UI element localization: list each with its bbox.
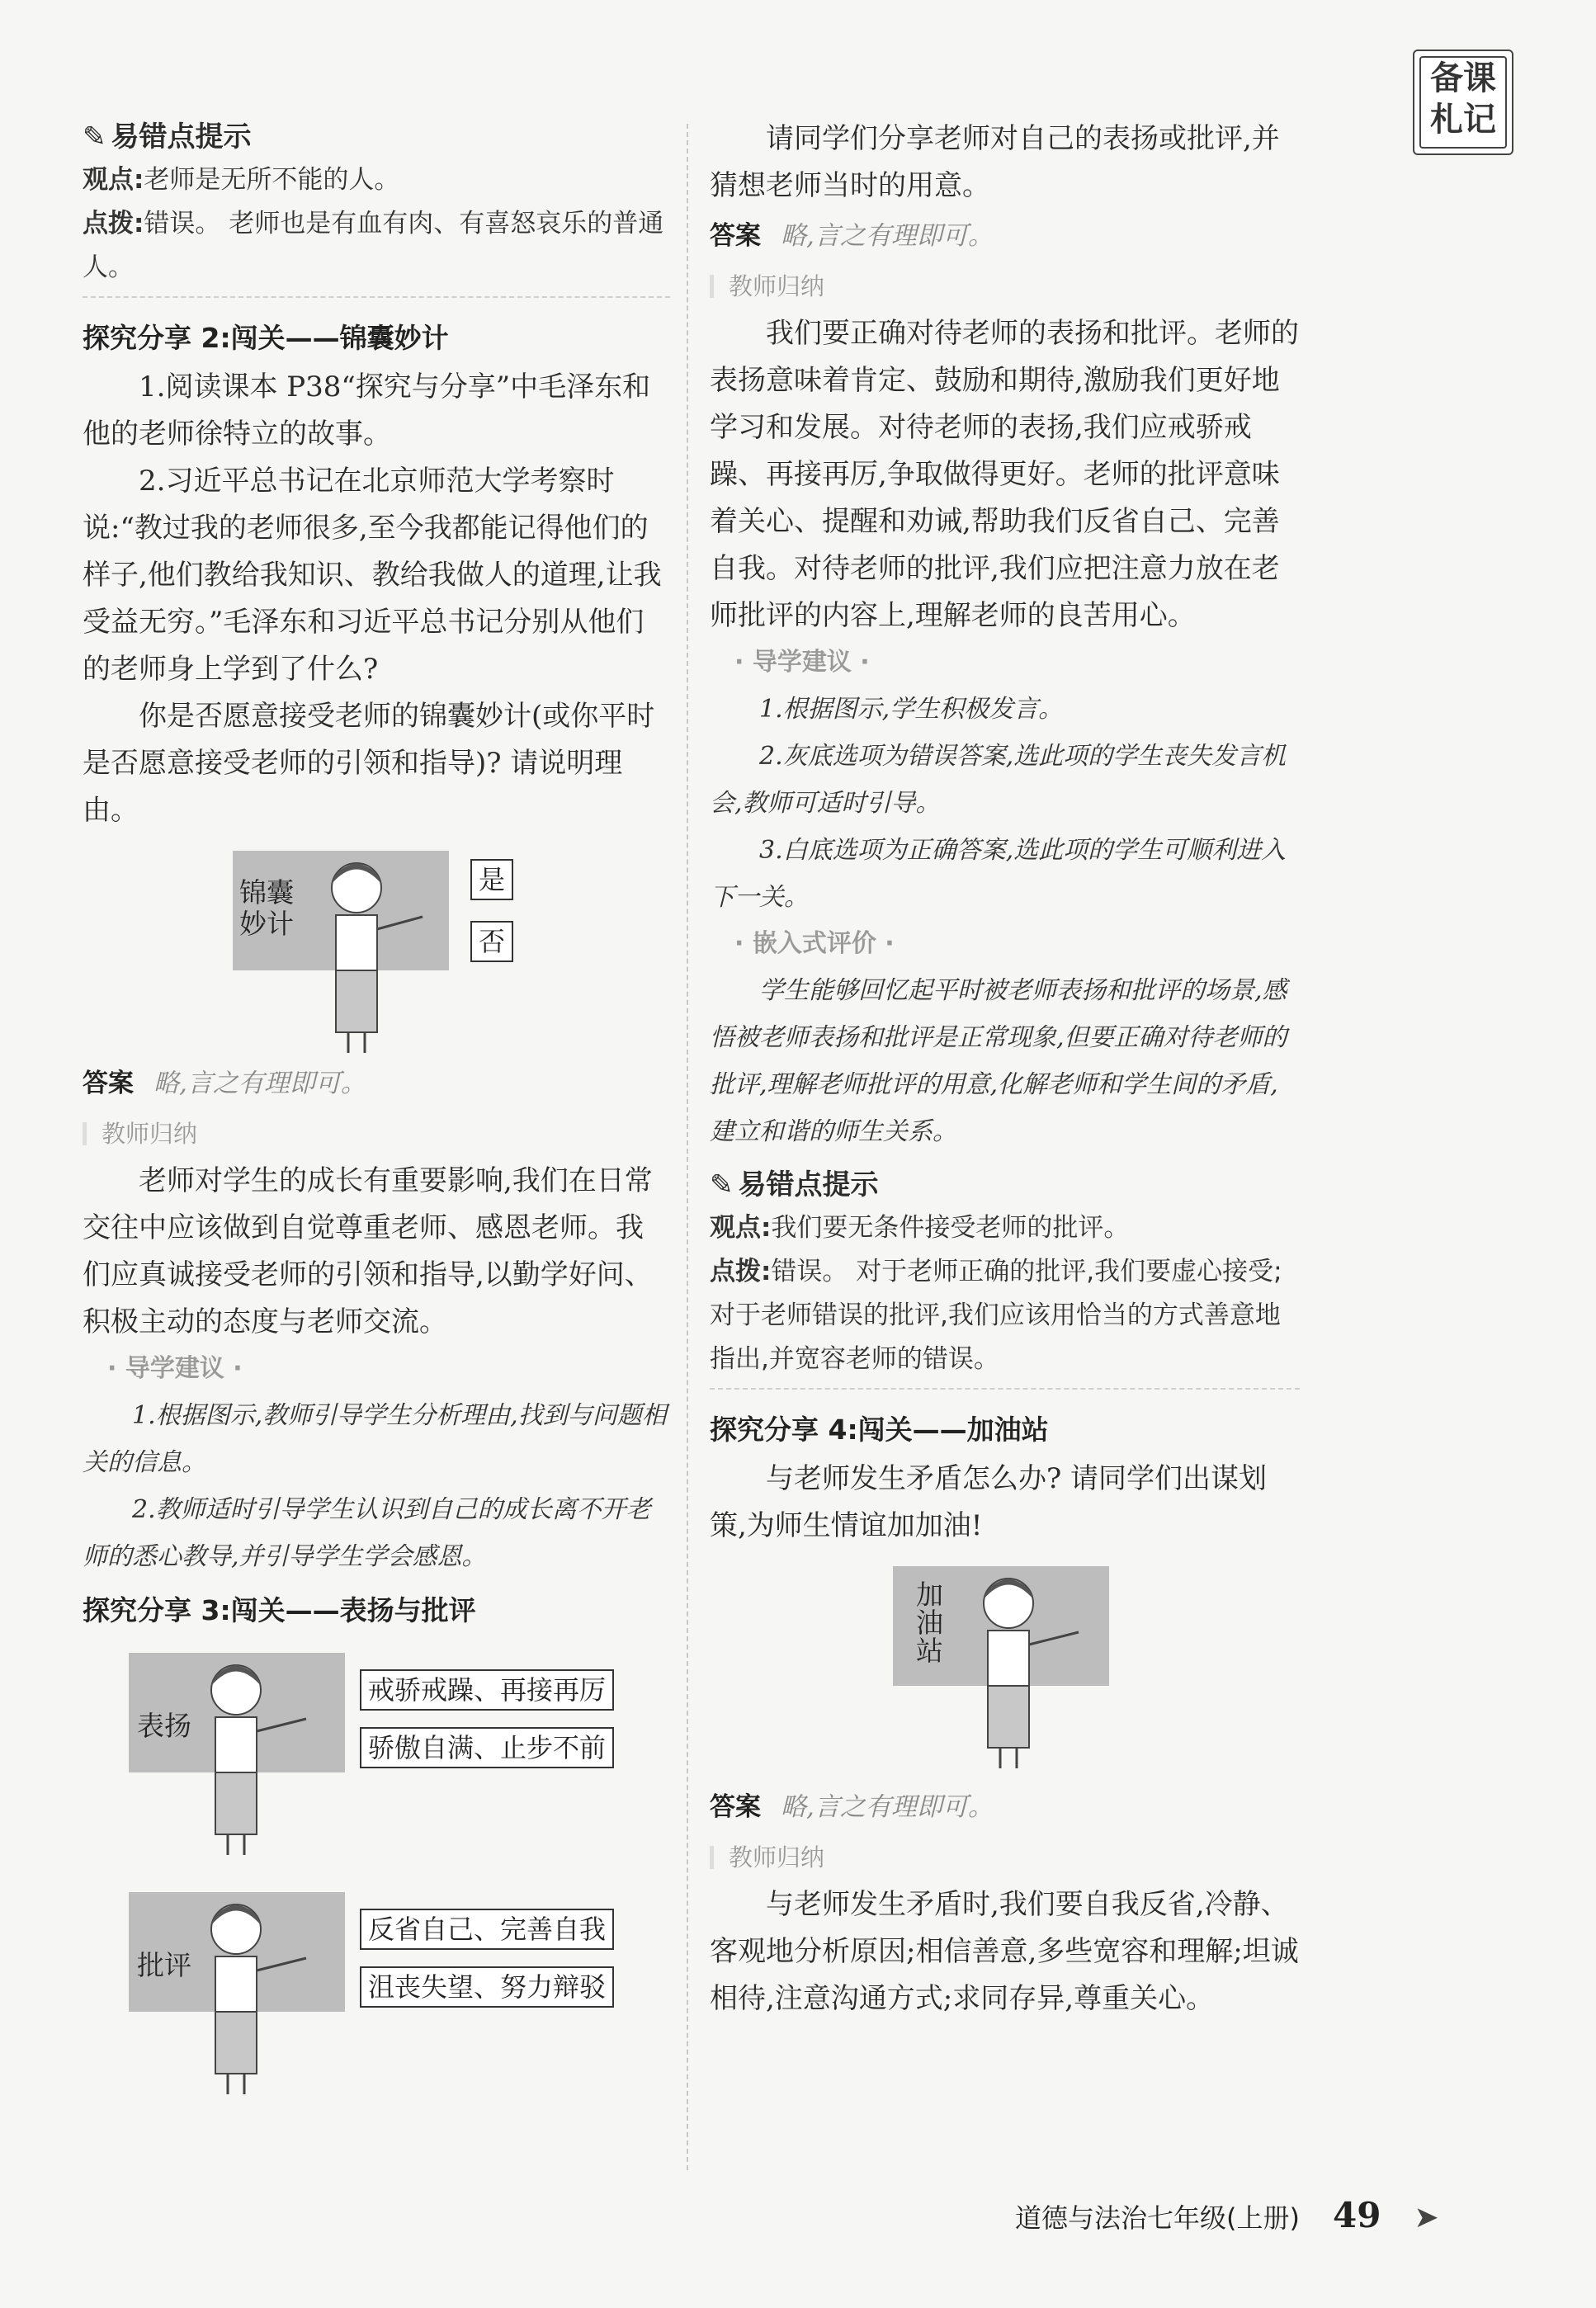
teacher-illustration bbox=[893, 1566, 1109, 1686]
guide-heading: · 导学建议 · bbox=[107, 1354, 243, 1383]
guide-item-1: 1.根据图示,教师引导学生分析理由,找到与问题相关的信息。 bbox=[83, 1401, 667, 1477]
answer-line: 答案 略,言之有理即可。 bbox=[710, 221, 994, 251]
share4-heading: 探究分享 4:闯关——加油站 bbox=[710, 1414, 1049, 1446]
option-no: 否 bbox=[470, 921, 513, 962]
error-tip-title: ✎ 易错点提示 bbox=[710, 1163, 1300, 1206]
error-tip-title: ✎ 易错点提示 bbox=[83, 116, 670, 158]
share4-p1: 与老师发生矛盾怎么办? 请同学们出谋划策,为师生情谊加加油! bbox=[710, 1462, 1268, 1542]
answer-line: 答案 略,言之有理即可。 bbox=[83, 1069, 366, 1098]
summary-heading: 教师归纳 bbox=[83, 1110, 670, 1158]
criticism-option-2: 沮丧失望、努力辩驳 bbox=[360, 1966, 614, 2008]
summary-heading: 教师归纳 bbox=[710, 1834, 1300, 1881]
guide-heading: · 导学建议 · bbox=[734, 648, 870, 677]
right-column bbox=[710, 116, 1300, 2022]
share3-intro: 请同学们分享老师对自己的表扬或批评,并猜想老师当时的用意。 bbox=[710, 122, 1280, 202]
share3-heading: 探究分享 3:闯关——表扬与批评 bbox=[83, 1594, 476, 1626]
column-divider bbox=[687, 124, 688, 2170]
fig-label-praise: 表扬 bbox=[137, 1710, 191, 1742]
fig-label-jiayouzhan: 加油站 bbox=[916, 1579, 943, 1667]
answer-line: 答案 略,言之有理即可。 bbox=[710, 1792, 994, 1822]
tip-hint: 点拨:错误。 老师也是有血有肉、有喜怒哀乐的普通人。 bbox=[83, 209, 664, 282]
arrow-icon: ➤ bbox=[1414, 2201, 1439, 2235]
logo-line2: 札记 bbox=[1430, 100, 1496, 139]
left-column bbox=[83, 116, 670, 2115]
fig-label-criticism: 批评 bbox=[137, 1949, 191, 1981]
criticism-option-1: 反省自己、完善自我 bbox=[360, 1909, 614, 1950]
share2-p3: 你是否愿意接受老师的锦囊妙计(或你平时是否愿意接受老师的引领和指导)? 请说明理由。 bbox=[83, 700, 655, 827]
summary-text: 与老师发生矛盾时,我们要自我反省,冷静、客观地分析原因;相信善意,多些宽容和理解;坦诚相待,注意沟通方式;求同存异,尊重关心。 bbox=[710, 1888, 1299, 2015]
share2-p2: 2.习近平总书记在北京师范大学考察时说:“教过我的老师很多,至今我都能记得他们的样子,他们教给我知识、教给我做人的道理,让我受益无穷。”毛泽东和习近平总书记分别从他们的老师身上学到了什么? bbox=[83, 465, 662, 686]
figure-criticism bbox=[83, 1876, 670, 2115]
page-footer bbox=[1015, 2195, 1439, 2235]
teacher-illustration bbox=[129, 1892, 345, 2012]
tip-view: 观点:我们要无条件接受老师的批评。 bbox=[710, 1213, 1130, 1243]
share2-heading: 探究分享 2:闯关——锦囊妙计 bbox=[83, 322, 449, 354]
lesson-notes-logo bbox=[1413, 50, 1513, 155]
guide-item-2: 2.教师适时引导学生认识到自己的成长离不开老师的悉心教导,并引导学生学会感恩。 bbox=[83, 1495, 651, 1571]
praise-option-1: 戒骄戒躁、再接再厉 bbox=[360, 1669, 614, 1711]
tip-hint: 点拨:错误。 对于老师正确的批评,我们要虚心接受;对于老师错误的批评,我们应该用恰当的方式善意地指出,并宽容老师的错误。 bbox=[710, 1257, 1282, 1374]
share2-p1: 1.阅读课本 P38“探究与分享”中毛泽东和他的老师徐特立的故事。 bbox=[83, 371, 651, 451]
page-number: 49 bbox=[1332, 2195, 1381, 2235]
guide-item-3: 3.白底选项为正确答案,选此项的学生可顺利进入下一关。 bbox=[710, 836, 1287, 912]
praise-option-2: 骄傲自满、止步不前 bbox=[360, 1727, 614, 1768]
figure-praise bbox=[83, 1636, 670, 1876]
pencil-icon: ✎ bbox=[710, 1168, 734, 1201]
figure-jiayouzhan bbox=[710, 1550, 1300, 1781]
error-tip-box bbox=[83, 116, 670, 298]
eval-heading: · 嵌入式评价 · bbox=[734, 929, 895, 958]
eval-text: 学生能够回忆起平时被老师表扬和批评的场景,感悟被老师表扬和批评是正常现象,但要正确对待老师的批评,理解老师批评的用意,化解老师和学生间的矛盾,建立和谐的师生关系。 bbox=[710, 976, 1287, 1146]
tip-view: 观点:老师是无所不能的人。 bbox=[83, 165, 400, 195]
logo-line1: 备课 bbox=[1430, 59, 1496, 97]
guide-item-2: 2.灰底选项为错误答案,选此项的学生丧失发言机会,教师可适时引导。 bbox=[710, 742, 1287, 818]
teacher-illustration bbox=[233, 851, 449, 970]
summary-heading: 教师归纳 bbox=[710, 262, 1300, 310]
guide-item-1: 1.根据图示,学生积极发言。 bbox=[759, 695, 1064, 724]
figure-jinnang bbox=[83, 834, 670, 1057]
summary-text: 我们要正确对待老师的表扬和批评。老师的表扬意味着肯定、鼓励和期待,激励我们更好地学习和发展。对待老师的表扬,我们应戒骄戒躁、再接再厉,争取做得更好。老师的批评意味着关心、提醒和劝诫,帮助我们反省自己、完善自我。对待老师的批评,我们应把注意力放在老师批评的内容上,理解老师的良苦用心。 bbox=[710, 317, 1299, 632]
summary-text: 老师对学生的成长有重要影响,我们在日常交往中应该做到自觉尊重老师、感恩老师。我们应真诚接受老师的引领和指导,以勤学好问、积极主动的态度与老师交流。 bbox=[83, 1164, 653, 1338]
fig-label-jinnang: 锦囊妙计 bbox=[239, 876, 294, 940]
teacher-illustration bbox=[129, 1653, 345, 1772]
error-tip-box bbox=[710, 1163, 1300, 1390]
pencil-icon: ✎ bbox=[83, 120, 106, 153]
option-yes: 是 bbox=[470, 859, 513, 900]
book-title: 道德与法治七年级(上册) bbox=[1015, 2202, 1300, 2234]
